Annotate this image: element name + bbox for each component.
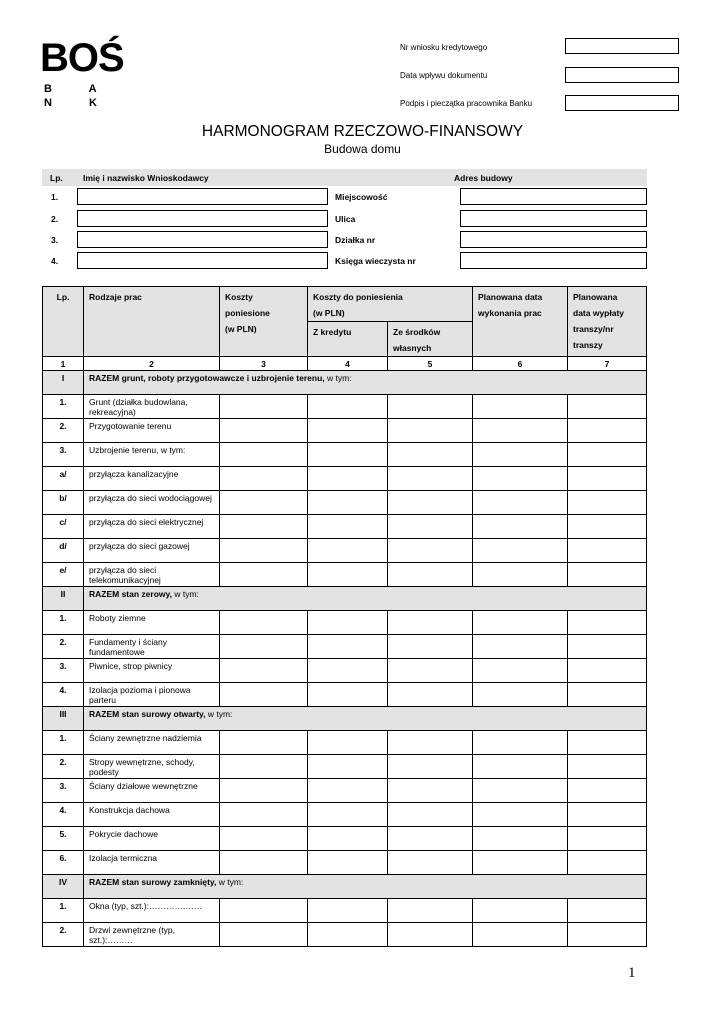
work-type: Roboty ziemne bbox=[84, 610, 220, 634]
payout-date-cell[interactable] bbox=[568, 778, 647, 802]
credit-cell[interactable] bbox=[308, 442, 388, 466]
logo-subtext: B A N K bbox=[44, 83, 114, 109]
payout-date-cell[interactable] bbox=[568, 754, 647, 778]
planned-date-cell[interactable] bbox=[473, 394, 568, 418]
own-funds-cell[interactable] bbox=[388, 826, 473, 850]
applicants-header bbox=[42, 169, 647, 186]
section-row bbox=[43, 370, 647, 394]
own-funds-cell[interactable] bbox=[388, 418, 473, 442]
credit-cell[interactable] bbox=[308, 898, 388, 922]
item-number: 3. bbox=[43, 442, 84, 466]
payout-date-cell[interactable] bbox=[568, 682, 647, 706]
work-type: Uzbrojenie terenu, w tym: bbox=[84, 442, 220, 466]
own-funds-cell[interactable] bbox=[388, 754, 473, 778]
work-type: przyłącza do sieci gazowej bbox=[84, 538, 220, 562]
own-funds-cell[interactable] bbox=[388, 802, 473, 826]
credit-cell[interactable] bbox=[308, 658, 388, 682]
credit-cell[interactable] bbox=[308, 778, 388, 802]
section-title: RAZEM stan zerowy, w tym: bbox=[84, 586, 647, 610]
payout-date-cell[interactable] bbox=[568, 634, 647, 658]
payout-date-cell[interactable] bbox=[568, 658, 647, 682]
item-number: 2. bbox=[43, 754, 84, 778]
field-box-signature[interactable] bbox=[565, 95, 679, 111]
applicants-col-name: Imię i nazwisko Wnioskodawcy bbox=[83, 173, 209, 183]
item-number: 3. bbox=[43, 778, 84, 802]
planned-date-cell[interactable] bbox=[473, 850, 568, 874]
item-number: 1. bbox=[43, 610, 84, 634]
address-label: Ulica bbox=[335, 214, 356, 224]
credit-cell[interactable] bbox=[308, 562, 388, 586]
planned-date-cell[interactable] bbox=[473, 730, 568, 754]
table-row bbox=[43, 562, 647, 586]
table-row bbox=[43, 514, 647, 538]
section-title: RAZEM stan surowy otwarty, w tym: bbox=[84, 706, 647, 730]
work-type: Pokrycie dachowe bbox=[84, 826, 220, 850]
payout-date-cell[interactable] bbox=[568, 610, 647, 634]
planned-date-cell[interactable] bbox=[473, 418, 568, 442]
section-number: IV bbox=[43, 874, 84, 898]
document-subtitle: Budowa domu bbox=[324, 142, 401, 156]
applicant-number: 3. bbox=[51, 235, 59, 245]
planned-date-cell[interactable] bbox=[473, 514, 568, 538]
column-number: 4 bbox=[308, 357, 388, 371]
column-number: 7 bbox=[568, 357, 647, 371]
column-number: 2 bbox=[84, 357, 220, 371]
item-number: 1. bbox=[43, 898, 84, 922]
payout-date-cell[interactable] bbox=[568, 538, 647, 562]
credit-cell[interactable] bbox=[308, 490, 388, 514]
payout-date-cell[interactable] bbox=[568, 802, 647, 826]
work-type: Okna (typ, szt.):………….…… bbox=[84, 898, 220, 922]
column-numbers-row bbox=[43, 357, 647, 371]
applicant-number: 1. bbox=[51, 192, 59, 202]
costs-incurred-cell[interactable] bbox=[220, 634, 308, 658]
address-label: Miejscowość bbox=[335, 192, 388, 202]
payout-date-cell[interactable] bbox=[568, 466, 647, 490]
address-label: Działka nr bbox=[335, 235, 376, 245]
costs-incurred-cell[interactable] bbox=[220, 682, 308, 706]
table-row bbox=[43, 922, 647, 946]
own-funds-cell[interactable] bbox=[388, 778, 473, 802]
table-row bbox=[43, 490, 647, 514]
item-number: 4. bbox=[43, 682, 84, 706]
planned-date-cell[interactable] bbox=[473, 490, 568, 514]
table-row bbox=[43, 778, 647, 802]
costs-incurred-cell[interactable] bbox=[220, 466, 308, 490]
own-funds-cell[interactable] bbox=[388, 610, 473, 634]
column-number: 1 bbox=[43, 357, 84, 371]
payout-date-cell[interactable] bbox=[568, 730, 647, 754]
own-funds-cell[interactable] bbox=[388, 466, 473, 490]
section-number: II bbox=[43, 586, 84, 610]
schedule-table bbox=[42, 286, 647, 947]
own-funds-cell[interactable] bbox=[388, 898, 473, 922]
work-type: przyłącza do sieci telekomunikacyjnej bbox=[84, 562, 220, 586]
item-number: 6. bbox=[43, 850, 84, 874]
credit-cell[interactable] bbox=[308, 802, 388, 826]
section-title: RAZEM grunt, roboty przygotowawcze i uzbrojenie terenu, w tym: bbox=[84, 370, 647, 394]
payout-date-cell[interactable] bbox=[568, 850, 647, 874]
work-type: Konstrukcja dachowa bbox=[84, 802, 220, 826]
applicants-col-lp: Lp. bbox=[50, 173, 63, 183]
section-row bbox=[43, 586, 647, 610]
costs-incurred-cell[interactable] bbox=[220, 754, 308, 778]
payout-date-cell[interactable] bbox=[568, 898, 647, 922]
header-payout-date: Planowana data wypłaty transzy/nr transzy bbox=[568, 287, 647, 357]
address-input[interactable] bbox=[460, 210, 647, 227]
planned-date-cell[interactable] bbox=[473, 658, 568, 682]
credit-cell[interactable] bbox=[308, 850, 388, 874]
section-title: RAZEM stan surowy zamknięty, w tym: bbox=[84, 874, 647, 898]
planned-date-cell[interactable] bbox=[473, 538, 568, 562]
table-row bbox=[43, 466, 647, 490]
planned-date-cell[interactable] bbox=[473, 898, 568, 922]
work-type: Drzwi zewnętrzne (typ, szt.):……… bbox=[84, 922, 220, 946]
applicant-name-input[interactable] bbox=[77, 252, 328, 269]
table-row bbox=[43, 658, 647, 682]
costs-incurred-cell[interactable] bbox=[220, 850, 308, 874]
item-number: 2. bbox=[43, 634, 84, 658]
header-costs-to-incur: Koszty do poniesienia (w PLN) bbox=[308, 287, 473, 322]
own-funds-cell[interactable] bbox=[388, 922, 473, 946]
item-number: c/ bbox=[43, 514, 84, 538]
item-number: b/ bbox=[43, 490, 84, 514]
table-row bbox=[43, 730, 647, 754]
applicant-name-input[interactable] bbox=[77, 231, 328, 248]
costs-incurred-cell[interactable] bbox=[220, 826, 308, 850]
table-row bbox=[43, 634, 647, 658]
costs-incurred-cell[interactable] bbox=[220, 922, 308, 946]
credit-cell[interactable] bbox=[308, 418, 388, 442]
item-number: a/ bbox=[43, 466, 84, 490]
work-type: Fundamenty i ściany fundamentowe bbox=[84, 634, 220, 658]
own-funds-cell[interactable] bbox=[388, 850, 473, 874]
credit-cell[interactable] bbox=[308, 826, 388, 850]
work-type: Stropy wewnętrzne, schody, podesty bbox=[84, 754, 220, 778]
work-type: Piwnice, strop piwnicy bbox=[84, 658, 220, 682]
table-row bbox=[43, 442, 647, 466]
work-type: Izolacja pozioma i pionowa parteru bbox=[84, 682, 220, 706]
work-type: przyłącza do sieci elektrycznej bbox=[84, 514, 220, 538]
credit-cell[interactable] bbox=[308, 538, 388, 562]
section-number: III bbox=[43, 706, 84, 730]
credit-cell[interactable] bbox=[308, 922, 388, 946]
header-works: Rodzaje prac bbox=[84, 287, 220, 357]
work-type: Ściany działowe wewnętrzne bbox=[84, 778, 220, 802]
header-planned-date: Planowana data wykonania prac bbox=[473, 287, 568, 357]
planned-date-cell[interactable] bbox=[473, 610, 568, 634]
costs-incurred-cell[interactable] bbox=[220, 730, 308, 754]
table-row bbox=[43, 418, 647, 442]
applicants-col-address: Adres budowy bbox=[454, 173, 513, 183]
applicant-name-input[interactable] bbox=[77, 210, 328, 227]
credit-cell[interactable] bbox=[308, 394, 388, 418]
costs-incurred-cell[interactable] bbox=[220, 418, 308, 442]
credit-cell[interactable] bbox=[308, 634, 388, 658]
planned-date-cell[interactable] bbox=[473, 442, 568, 466]
item-number: 2. bbox=[43, 922, 84, 946]
payout-date-cell[interactable] bbox=[568, 442, 647, 466]
costs-incurred-cell[interactable] bbox=[220, 610, 308, 634]
field-label-request-number: Nr wniosku kredytowego bbox=[400, 43, 488, 52]
own-funds-cell[interactable] bbox=[388, 634, 473, 658]
credit-cell[interactable] bbox=[308, 754, 388, 778]
item-number: 1. bbox=[43, 394, 84, 418]
costs-incurred-cell[interactable] bbox=[220, 442, 308, 466]
payout-date-cell[interactable] bbox=[568, 922, 647, 946]
payout-date-cell[interactable] bbox=[568, 562, 647, 586]
section-number: I bbox=[43, 370, 84, 394]
costs-incurred-cell[interactable] bbox=[220, 778, 308, 802]
own-funds-cell[interactable] bbox=[388, 514, 473, 538]
planned-date-cell[interactable] bbox=[473, 826, 568, 850]
planned-date-cell[interactable] bbox=[473, 562, 568, 586]
header-lp: Lp. bbox=[43, 287, 84, 357]
table-header-row bbox=[43, 287, 647, 322]
payout-date-cell[interactable] bbox=[568, 394, 647, 418]
field-box-request-number[interactable] bbox=[565, 38, 679, 54]
work-type: przyłącza do sieci wodociągowej bbox=[84, 490, 220, 514]
planned-date-cell[interactable] bbox=[473, 802, 568, 826]
table-row bbox=[43, 538, 647, 562]
work-type: Ściany zewnętrzne nadziemia bbox=[84, 730, 220, 754]
work-type: przyłącza kanalizacyjne bbox=[84, 466, 220, 490]
item-number: 5. bbox=[43, 826, 84, 850]
address-input[interactable] bbox=[460, 252, 647, 269]
applicant-row bbox=[42, 230, 647, 249]
costs-incurred-cell[interactable] bbox=[220, 394, 308, 418]
own-funds-cell[interactable] bbox=[388, 658, 473, 682]
costs-incurred-cell[interactable] bbox=[220, 538, 308, 562]
own-funds-cell[interactable] bbox=[388, 538, 473, 562]
table-row bbox=[43, 802, 647, 826]
planned-date-cell[interactable] bbox=[473, 682, 568, 706]
own-funds-cell[interactable] bbox=[388, 490, 473, 514]
field-label-receipt-date: Data wpływu dokumentu bbox=[400, 71, 488, 80]
logo-text: BOŚ bbox=[40, 36, 124, 80]
table-row bbox=[43, 850, 647, 874]
credit-cell[interactable] bbox=[308, 466, 388, 490]
field-box-receipt-date[interactable] bbox=[565, 67, 679, 83]
item-number: 3. bbox=[43, 658, 84, 682]
costs-incurred-cell[interactable] bbox=[220, 658, 308, 682]
work-type: Przygotowanie terenu bbox=[84, 418, 220, 442]
column-number: 5 bbox=[388, 357, 473, 371]
section-row bbox=[43, 874, 647, 898]
own-funds-cell[interactable] bbox=[388, 682, 473, 706]
own-funds-cell[interactable] bbox=[388, 730, 473, 754]
page-number: 1 bbox=[628, 965, 636, 981]
planned-date-cell[interactable] bbox=[473, 778, 568, 802]
table-row bbox=[43, 826, 647, 850]
own-funds-cell[interactable] bbox=[388, 562, 473, 586]
address-input[interactable] bbox=[460, 188, 647, 205]
payout-date-cell[interactable] bbox=[568, 514, 647, 538]
column-number: 6 bbox=[473, 357, 568, 371]
table-row bbox=[43, 754, 647, 778]
credit-cell[interactable] bbox=[308, 682, 388, 706]
costs-incurred-cell[interactable] bbox=[220, 898, 308, 922]
costs-incurred-cell[interactable] bbox=[220, 514, 308, 538]
item-number: e/ bbox=[43, 562, 84, 586]
column-number: 3 bbox=[220, 357, 308, 371]
table-row bbox=[43, 898, 647, 922]
item-number: 2. bbox=[43, 418, 84, 442]
header-costs-incurred: Koszty poniesione (w PLN) bbox=[220, 287, 308, 357]
applicant-number: 4. bbox=[51, 256, 59, 266]
payout-date-cell[interactable] bbox=[568, 826, 647, 850]
table-row bbox=[43, 394, 647, 418]
applicant-row bbox=[42, 187, 647, 206]
header-credit: Z kredytu bbox=[308, 322, 388, 357]
applicant-name-input[interactable] bbox=[77, 188, 328, 205]
applicant-number: 2. bbox=[51, 214, 59, 224]
table-row bbox=[43, 682, 647, 706]
table-row bbox=[43, 610, 647, 634]
applicant-row bbox=[42, 209, 647, 228]
bank-logo bbox=[40, 36, 140, 109]
costs-incurred-cell[interactable] bbox=[220, 802, 308, 826]
planned-date-cell[interactable] bbox=[473, 754, 568, 778]
costs-incurred-cell[interactable] bbox=[220, 490, 308, 514]
work-type: Grunt (działka budowlana, rekreacyjna) bbox=[84, 394, 220, 418]
credit-cell[interactable] bbox=[308, 730, 388, 754]
credit-cell[interactable] bbox=[308, 514, 388, 538]
item-number: 1. bbox=[43, 730, 84, 754]
document-title: HARMONOGRAM RZECZOWO-FINANSOWY bbox=[201, 123, 524, 140]
own-funds-cell[interactable] bbox=[388, 394, 473, 418]
payout-date-cell[interactable] bbox=[568, 418, 647, 442]
item-number: d/ bbox=[43, 538, 84, 562]
planned-date-cell[interactable] bbox=[473, 922, 568, 946]
planned-date-cell[interactable] bbox=[473, 466, 568, 490]
own-funds-cell[interactable] bbox=[388, 442, 473, 466]
address-label: Księga wieczysta nr bbox=[335, 256, 416, 266]
header-own-funds: Ze środków własnych bbox=[388, 322, 473, 357]
applicant-row bbox=[42, 251, 647, 270]
planned-date-cell[interactable] bbox=[473, 634, 568, 658]
field-label-signature: Podpis i pieczątka pracownika Banku bbox=[400, 99, 533, 108]
costs-incurred-cell[interactable] bbox=[220, 562, 308, 586]
address-input[interactable] bbox=[460, 231, 647, 248]
item-number: 4. bbox=[43, 802, 84, 826]
credit-cell[interactable] bbox=[308, 610, 388, 634]
payout-date-cell[interactable] bbox=[568, 490, 647, 514]
work-type: Izolacja termiczna bbox=[84, 850, 220, 874]
section-row bbox=[43, 706, 647, 730]
